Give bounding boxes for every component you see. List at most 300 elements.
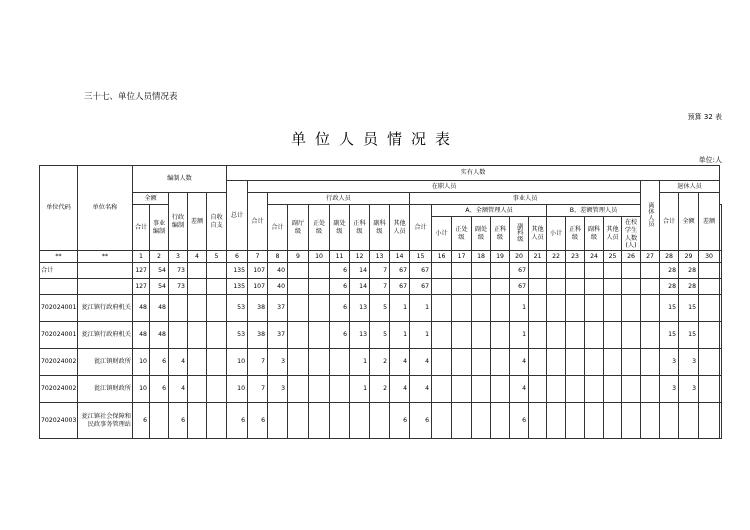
table-row bbox=[40, 279, 722, 295]
index-row-body bbox=[40, 251, 722, 263]
value-cell: 3 bbox=[268, 349, 288, 376]
value-cell: 38 bbox=[248, 322, 268, 349]
col-header-fuke: 副科级 bbox=[370, 205, 390, 251]
value-cell: 135 bbox=[227, 263, 248, 279]
value-cell: 28 bbox=[679, 263, 699, 279]
value-cell bbox=[547, 263, 566, 279]
value-cell bbox=[491, 349, 510, 376]
value-cell: 2 bbox=[370, 349, 390, 376]
value-cell: 73 bbox=[169, 279, 188, 295]
value-cell: 40 bbox=[268, 263, 288, 279]
value-cell bbox=[472, 349, 491, 376]
value-cell: 6 bbox=[150, 349, 169, 376]
col-header-quane: 全额 bbox=[133, 193, 169, 205]
col-header-a-group: A、全额管理人员 bbox=[432, 205, 547, 217]
value-cell bbox=[566, 279, 585, 295]
value-cell: 6 bbox=[410, 403, 432, 439]
value-cell bbox=[472, 279, 491, 295]
col-header-a-qita: 其他人员 bbox=[529, 217, 547, 251]
index-cell: 23 bbox=[566, 251, 585, 263]
value-cell bbox=[641, 263, 660, 279]
value-cell bbox=[547, 376, 566, 403]
value-cell bbox=[207, 322, 227, 349]
col-header-tuixiu-chae: 差额 bbox=[699, 193, 720, 251]
value-cell bbox=[491, 403, 510, 439]
value-cell: 53 bbox=[227, 295, 248, 322]
value-cell: 67 bbox=[390, 279, 410, 295]
index-cell: 17 bbox=[452, 251, 472, 263]
index-cell: 10 bbox=[309, 251, 330, 263]
index-cell: 2 bbox=[150, 251, 169, 263]
unit-name-cell: 瓮江镇财政所 bbox=[78, 349, 133, 376]
value-cell: 37 bbox=[268, 322, 288, 349]
value-cell bbox=[188, 279, 207, 295]
value-cell bbox=[472, 376, 491, 403]
col-header-sy-heji: 合计 bbox=[410, 205, 432, 251]
value-cell: 1 bbox=[510, 295, 529, 322]
value-cell bbox=[547, 403, 566, 439]
section-title: 三十七、单位人员情况表 bbox=[84, 92, 178, 102]
value-cell bbox=[350, 403, 370, 439]
index-cell: 22 bbox=[547, 251, 566, 263]
value-cell bbox=[622, 376, 641, 403]
value-cell bbox=[207, 349, 227, 376]
value-cell bbox=[529, 403, 547, 439]
value-cell bbox=[207, 279, 227, 295]
col-header-code: 单位代码 bbox=[40, 166, 78, 251]
col-header-zhengke: 正科级 bbox=[350, 205, 370, 251]
col-header-b-zhengke: 正科级 bbox=[566, 217, 585, 251]
value-cell bbox=[432, 376, 452, 403]
unit-name-cell bbox=[78, 279, 133, 295]
col-header-a-zhengchu: 正处级 bbox=[452, 217, 472, 251]
value-cell bbox=[432, 263, 452, 279]
value-cell: 48 bbox=[150, 322, 169, 349]
value-cell bbox=[720, 295, 722, 322]
table-row bbox=[40, 403, 722, 439]
value-cell: 1 bbox=[390, 295, 410, 322]
value-cell bbox=[641, 403, 660, 439]
value-cell bbox=[452, 295, 472, 322]
col-header-bianzhi: 编制人数 bbox=[133, 166, 227, 193]
value-cell: 3 bbox=[679, 349, 699, 376]
value-cell: 37 bbox=[268, 295, 288, 322]
value-cell: 6 bbox=[150, 376, 169, 403]
value-cell: 1 bbox=[410, 295, 432, 322]
value-cell bbox=[288, 263, 309, 279]
col-header-a-zhengke: 正科级 bbox=[491, 217, 510, 251]
value-cell bbox=[641, 279, 660, 295]
value-cell bbox=[566, 376, 585, 403]
table-row bbox=[40, 376, 722, 403]
value-cell: 73 bbox=[169, 263, 188, 279]
index-cell: 28 bbox=[660, 251, 679, 263]
index-cell bbox=[720, 251, 722, 263]
col-header-zhengchu: 正处级 bbox=[309, 205, 330, 251]
col-header-zishou: 自收自支 bbox=[207, 193, 227, 251]
col-header-a-xiaoji: 小计 bbox=[432, 217, 452, 251]
value-cell: 135 bbox=[227, 279, 248, 295]
value-cell bbox=[604, 322, 622, 349]
col-header-bz-shiye: 事业编制 bbox=[150, 205, 169, 251]
value-cell bbox=[309, 322, 330, 349]
index-cell: 11 bbox=[330, 251, 350, 263]
col-header-chae: 差额 bbox=[188, 193, 207, 251]
value-cell bbox=[268, 403, 288, 439]
value-cell bbox=[699, 279, 720, 295]
value-cell bbox=[604, 279, 622, 295]
value-cell bbox=[529, 263, 547, 279]
value-cell: 67 bbox=[410, 279, 432, 295]
value-cell: 6 bbox=[133, 403, 150, 439]
index-cell: 27 bbox=[641, 251, 660, 263]
value-cell bbox=[452, 279, 472, 295]
value-cell bbox=[452, 349, 472, 376]
value-cell bbox=[188, 403, 207, 439]
value-cell bbox=[169, 322, 188, 349]
table-row bbox=[40, 295, 722, 322]
value-cell bbox=[720, 279, 722, 295]
value-cell: 13 bbox=[350, 322, 370, 349]
value-cell bbox=[432, 322, 452, 349]
value-cell: 4 bbox=[169, 376, 188, 403]
header-row-3 bbox=[40, 193, 722, 205]
value-cell bbox=[699, 349, 720, 376]
value-cell bbox=[432, 279, 452, 295]
col-header-qita: 其他人员 bbox=[390, 205, 410, 251]
index-cell: 9 bbox=[288, 251, 309, 263]
value-cell bbox=[699, 295, 720, 322]
value-cell: 10 bbox=[133, 376, 150, 403]
col-header-futing: 副厅级 bbox=[288, 205, 309, 251]
value-cell bbox=[529, 322, 547, 349]
value-cell: 3 bbox=[268, 376, 288, 403]
value-cell bbox=[370, 403, 390, 439]
value-cell: 2 bbox=[370, 376, 390, 403]
col-header-a-fuke: 副科级 bbox=[510, 217, 529, 251]
value-cell bbox=[491, 279, 510, 295]
value-cell bbox=[660, 403, 679, 439]
value-cell bbox=[472, 322, 491, 349]
table-row bbox=[40, 349, 722, 376]
value-cell bbox=[699, 376, 720, 403]
col-header-bz-xingzheng: 行政编制 bbox=[169, 193, 188, 251]
value-cell: 15 bbox=[679, 295, 699, 322]
main-title: 单位人员情况表 bbox=[290, 130, 459, 148]
value-cell bbox=[491, 263, 510, 279]
value-cell bbox=[288, 403, 309, 439]
value-cell: 54 bbox=[150, 279, 169, 295]
value-cell bbox=[641, 349, 660, 376]
value-cell: 107 bbox=[248, 279, 268, 295]
index-cell: 21 bbox=[529, 251, 547, 263]
value-cell: 48 bbox=[133, 295, 150, 322]
value-cell: 48 bbox=[133, 322, 150, 349]
col-header-b-fuke: 副科级 bbox=[585, 217, 604, 251]
value-cell: 15 bbox=[660, 322, 679, 349]
table-row bbox=[40, 263, 722, 279]
index-cell: 16 bbox=[432, 251, 452, 263]
value-cell bbox=[207, 403, 227, 439]
index-cell: 18 bbox=[472, 251, 491, 263]
value-cell: 6 bbox=[330, 322, 350, 349]
value-cell bbox=[309, 263, 330, 279]
value-cell bbox=[288, 349, 309, 376]
unit-name-cell bbox=[78, 263, 133, 279]
value-cell: 7 bbox=[248, 349, 268, 376]
value-cell bbox=[188, 376, 207, 403]
index-cell: 7 bbox=[248, 251, 268, 263]
value-cell: 67 bbox=[410, 263, 432, 279]
value-cell: 10 bbox=[227, 349, 248, 376]
value-cell bbox=[432, 349, 452, 376]
value-cell bbox=[491, 322, 510, 349]
value-cell bbox=[679, 403, 699, 439]
unit-code-cell: 702024001 bbox=[40, 295, 78, 322]
value-cell bbox=[188, 349, 207, 376]
value-cell: 15 bbox=[660, 295, 679, 322]
unit-name-cell: 瓮江镇社会保障和民政事务管理站 bbox=[78, 403, 133, 439]
value-cell bbox=[566, 295, 585, 322]
value-cell: 67 bbox=[390, 263, 410, 279]
value-cell bbox=[472, 403, 491, 439]
unit-label: 单位:人 bbox=[698, 156, 722, 164]
index-cell: 3 bbox=[169, 251, 188, 263]
value-cell: 4 bbox=[510, 349, 529, 376]
value-cell: 4 bbox=[169, 349, 188, 376]
value-cell bbox=[452, 322, 472, 349]
value-cell bbox=[529, 376, 547, 403]
value-cell bbox=[547, 322, 566, 349]
value-cell bbox=[585, 376, 604, 403]
unit-code-cell bbox=[40, 279, 78, 295]
col-header-shiyou: 实有人数 bbox=[227, 166, 720, 181]
col-header-c-group bbox=[720, 205, 722, 251]
value-cell: 5 bbox=[370, 322, 390, 349]
unit-name-cell: 瓮江镇行政府机关 bbox=[78, 322, 133, 349]
header-row-4 bbox=[40, 205, 722, 217]
value-cell: 1 bbox=[390, 322, 410, 349]
value-cell bbox=[188, 295, 207, 322]
value-cell bbox=[604, 349, 622, 376]
value-cell: 6 bbox=[390, 403, 410, 439]
col-header-fuchu: 副处级 bbox=[330, 205, 350, 251]
index-cell: 29 bbox=[679, 251, 699, 263]
value-cell bbox=[432, 295, 452, 322]
value-cell: 40 bbox=[268, 279, 288, 295]
index-cell: 26 bbox=[622, 251, 641, 263]
col-header-xz-heji: 合计 bbox=[268, 205, 288, 251]
value-cell bbox=[622, 263, 641, 279]
value-cell: 4 bbox=[410, 349, 432, 376]
value-cell: 6 bbox=[330, 263, 350, 279]
value-cell bbox=[622, 403, 641, 439]
value-cell bbox=[188, 263, 207, 279]
value-cell bbox=[150, 403, 169, 439]
value-cell bbox=[699, 322, 720, 349]
col-header-xingzheng-ry: 行政人员 bbox=[268, 193, 410, 205]
value-cell: 7 bbox=[370, 263, 390, 279]
value-cell bbox=[720, 349, 722, 376]
value-cell bbox=[720, 263, 722, 279]
value-cell bbox=[472, 263, 491, 279]
value-cell: 1 bbox=[510, 322, 529, 349]
value-cell: 10 bbox=[133, 349, 150, 376]
index-row bbox=[40, 251, 722, 263]
col-header-tuixiu: 退休人员 bbox=[660, 181, 720, 193]
value-cell: 6 bbox=[169, 403, 188, 439]
unit-code-cell: 702024002 bbox=[40, 376, 78, 403]
value-cell bbox=[547, 349, 566, 376]
col-header-lixiu: 离休人员 bbox=[641, 181, 660, 251]
unit-code-cell: 702024002 bbox=[40, 349, 78, 376]
index-cell: 5 bbox=[207, 251, 227, 263]
col-header-b-qita: 其他人员 bbox=[604, 217, 622, 251]
value-cell: 3 bbox=[679, 376, 699, 403]
value-cell bbox=[622, 322, 641, 349]
index-cell-code: ** bbox=[40, 251, 78, 263]
value-cell bbox=[330, 349, 350, 376]
value-cell: 13 bbox=[350, 295, 370, 322]
value-cell: 6 bbox=[248, 403, 268, 439]
value-cell bbox=[288, 295, 309, 322]
table-row bbox=[40, 322, 722, 349]
col-header-bz-heji: 合计 bbox=[133, 205, 150, 251]
index-cell: 19 bbox=[491, 251, 510, 263]
col-header-zaixiao: 在校学生人数(人) bbox=[622, 217, 641, 251]
value-cell bbox=[188, 322, 207, 349]
col-header-a-fuchu: 副处级 bbox=[472, 217, 491, 251]
index-cell: 13 bbox=[370, 251, 390, 263]
value-cell bbox=[720, 403, 722, 439]
index-cell-name: ** bbox=[78, 251, 133, 263]
page-label: 预算 32 表 bbox=[687, 113, 722, 121]
value-cell bbox=[207, 263, 227, 279]
value-cell: 6 bbox=[330, 279, 350, 295]
value-cell: 3 bbox=[660, 349, 679, 376]
col-header-zongji: 总计 bbox=[227, 181, 248, 251]
value-cell bbox=[585, 349, 604, 376]
value-cell bbox=[604, 403, 622, 439]
col-header-tuixiu-heji: 合计 bbox=[660, 193, 679, 251]
value-cell bbox=[309, 279, 330, 295]
value-cell bbox=[491, 295, 510, 322]
value-cell bbox=[472, 295, 491, 322]
value-cell: 7 bbox=[248, 376, 268, 403]
index-cell: 6 bbox=[227, 251, 248, 263]
value-cell bbox=[604, 376, 622, 403]
value-cell: 6 bbox=[227, 403, 248, 439]
header-row-1 bbox=[40, 166, 722, 181]
value-cell bbox=[309, 295, 330, 322]
value-cell: 4 bbox=[510, 376, 529, 403]
value-cell: 10 bbox=[227, 376, 248, 403]
value-cell: 6 bbox=[510, 403, 529, 439]
value-cell bbox=[309, 403, 330, 439]
value-cell bbox=[566, 403, 585, 439]
value-cell: 48 bbox=[150, 295, 169, 322]
value-cell bbox=[547, 279, 566, 295]
value-cell bbox=[622, 279, 641, 295]
value-cell: 5 bbox=[370, 295, 390, 322]
value-cell: 107 bbox=[248, 263, 268, 279]
index-cell: 30 bbox=[699, 251, 720, 263]
value-cell bbox=[699, 263, 720, 279]
value-cell bbox=[641, 295, 660, 322]
col-header-shiye-ry: 事业人员 bbox=[410, 193, 641, 205]
value-cell bbox=[452, 403, 472, 439]
index-cell: 15 bbox=[410, 251, 432, 263]
value-cell bbox=[566, 263, 585, 279]
index-cell: 8 bbox=[268, 251, 288, 263]
value-cell bbox=[641, 322, 660, 349]
index-cell: 14 bbox=[390, 251, 410, 263]
col-header-zaizhi-heji: 合计 bbox=[248, 193, 268, 251]
value-cell: 14 bbox=[350, 263, 370, 279]
value-cell bbox=[720, 322, 722, 349]
value-cell bbox=[604, 263, 622, 279]
value-cell bbox=[330, 403, 350, 439]
value-cell: 14 bbox=[350, 279, 370, 295]
value-cell: 53 bbox=[227, 322, 248, 349]
col-header-name: 单位名称 bbox=[78, 166, 133, 251]
col-header-zaizhi: 在职人员 bbox=[248, 181, 641, 193]
value-cell bbox=[207, 376, 227, 403]
value-cell bbox=[452, 263, 472, 279]
value-cell bbox=[169, 295, 188, 322]
value-cell: 4 bbox=[390, 349, 410, 376]
value-cell bbox=[585, 279, 604, 295]
unit-code-cell: 702024003 bbox=[40, 403, 78, 439]
value-cell: 1 bbox=[410, 322, 432, 349]
value-cell: 127 bbox=[133, 279, 150, 295]
value-cell bbox=[309, 349, 330, 376]
value-cell: 1 bbox=[350, 349, 370, 376]
value-cell bbox=[699, 403, 720, 439]
index-cell: 24 bbox=[585, 251, 604, 263]
value-cell bbox=[566, 322, 585, 349]
value-cell bbox=[547, 295, 566, 322]
unit-code-cell: 702024001 bbox=[40, 322, 78, 349]
value-cell bbox=[288, 322, 309, 349]
index-cell: 25 bbox=[604, 251, 622, 263]
value-cell: 7 bbox=[370, 279, 390, 295]
value-cell bbox=[529, 295, 547, 322]
personnel-table bbox=[39, 165, 722, 439]
value-cell bbox=[288, 376, 309, 403]
value-cell: 38 bbox=[248, 295, 268, 322]
value-cell bbox=[566, 349, 585, 376]
value-cell: 127 bbox=[133, 263, 150, 279]
value-cell bbox=[207, 295, 227, 322]
value-cell bbox=[288, 279, 309, 295]
col-header-b-group: B、差额管理人员 bbox=[547, 205, 641, 217]
value-cell bbox=[452, 376, 472, 403]
value-cell bbox=[622, 349, 641, 376]
unit-name-cell: 瓮江镇行政府机关 bbox=[78, 295, 133, 322]
value-cell bbox=[330, 376, 350, 403]
value-cell bbox=[585, 403, 604, 439]
value-cell: 28 bbox=[679, 279, 699, 295]
value-cell: 28 bbox=[660, 279, 679, 295]
value-cell bbox=[622, 295, 641, 322]
index-cell: 20 bbox=[510, 251, 529, 263]
value-cell bbox=[641, 376, 660, 403]
value-cell bbox=[309, 376, 330, 403]
value-cell: 4 bbox=[410, 376, 432, 403]
value-cell bbox=[529, 349, 547, 376]
value-cell bbox=[585, 263, 604, 279]
